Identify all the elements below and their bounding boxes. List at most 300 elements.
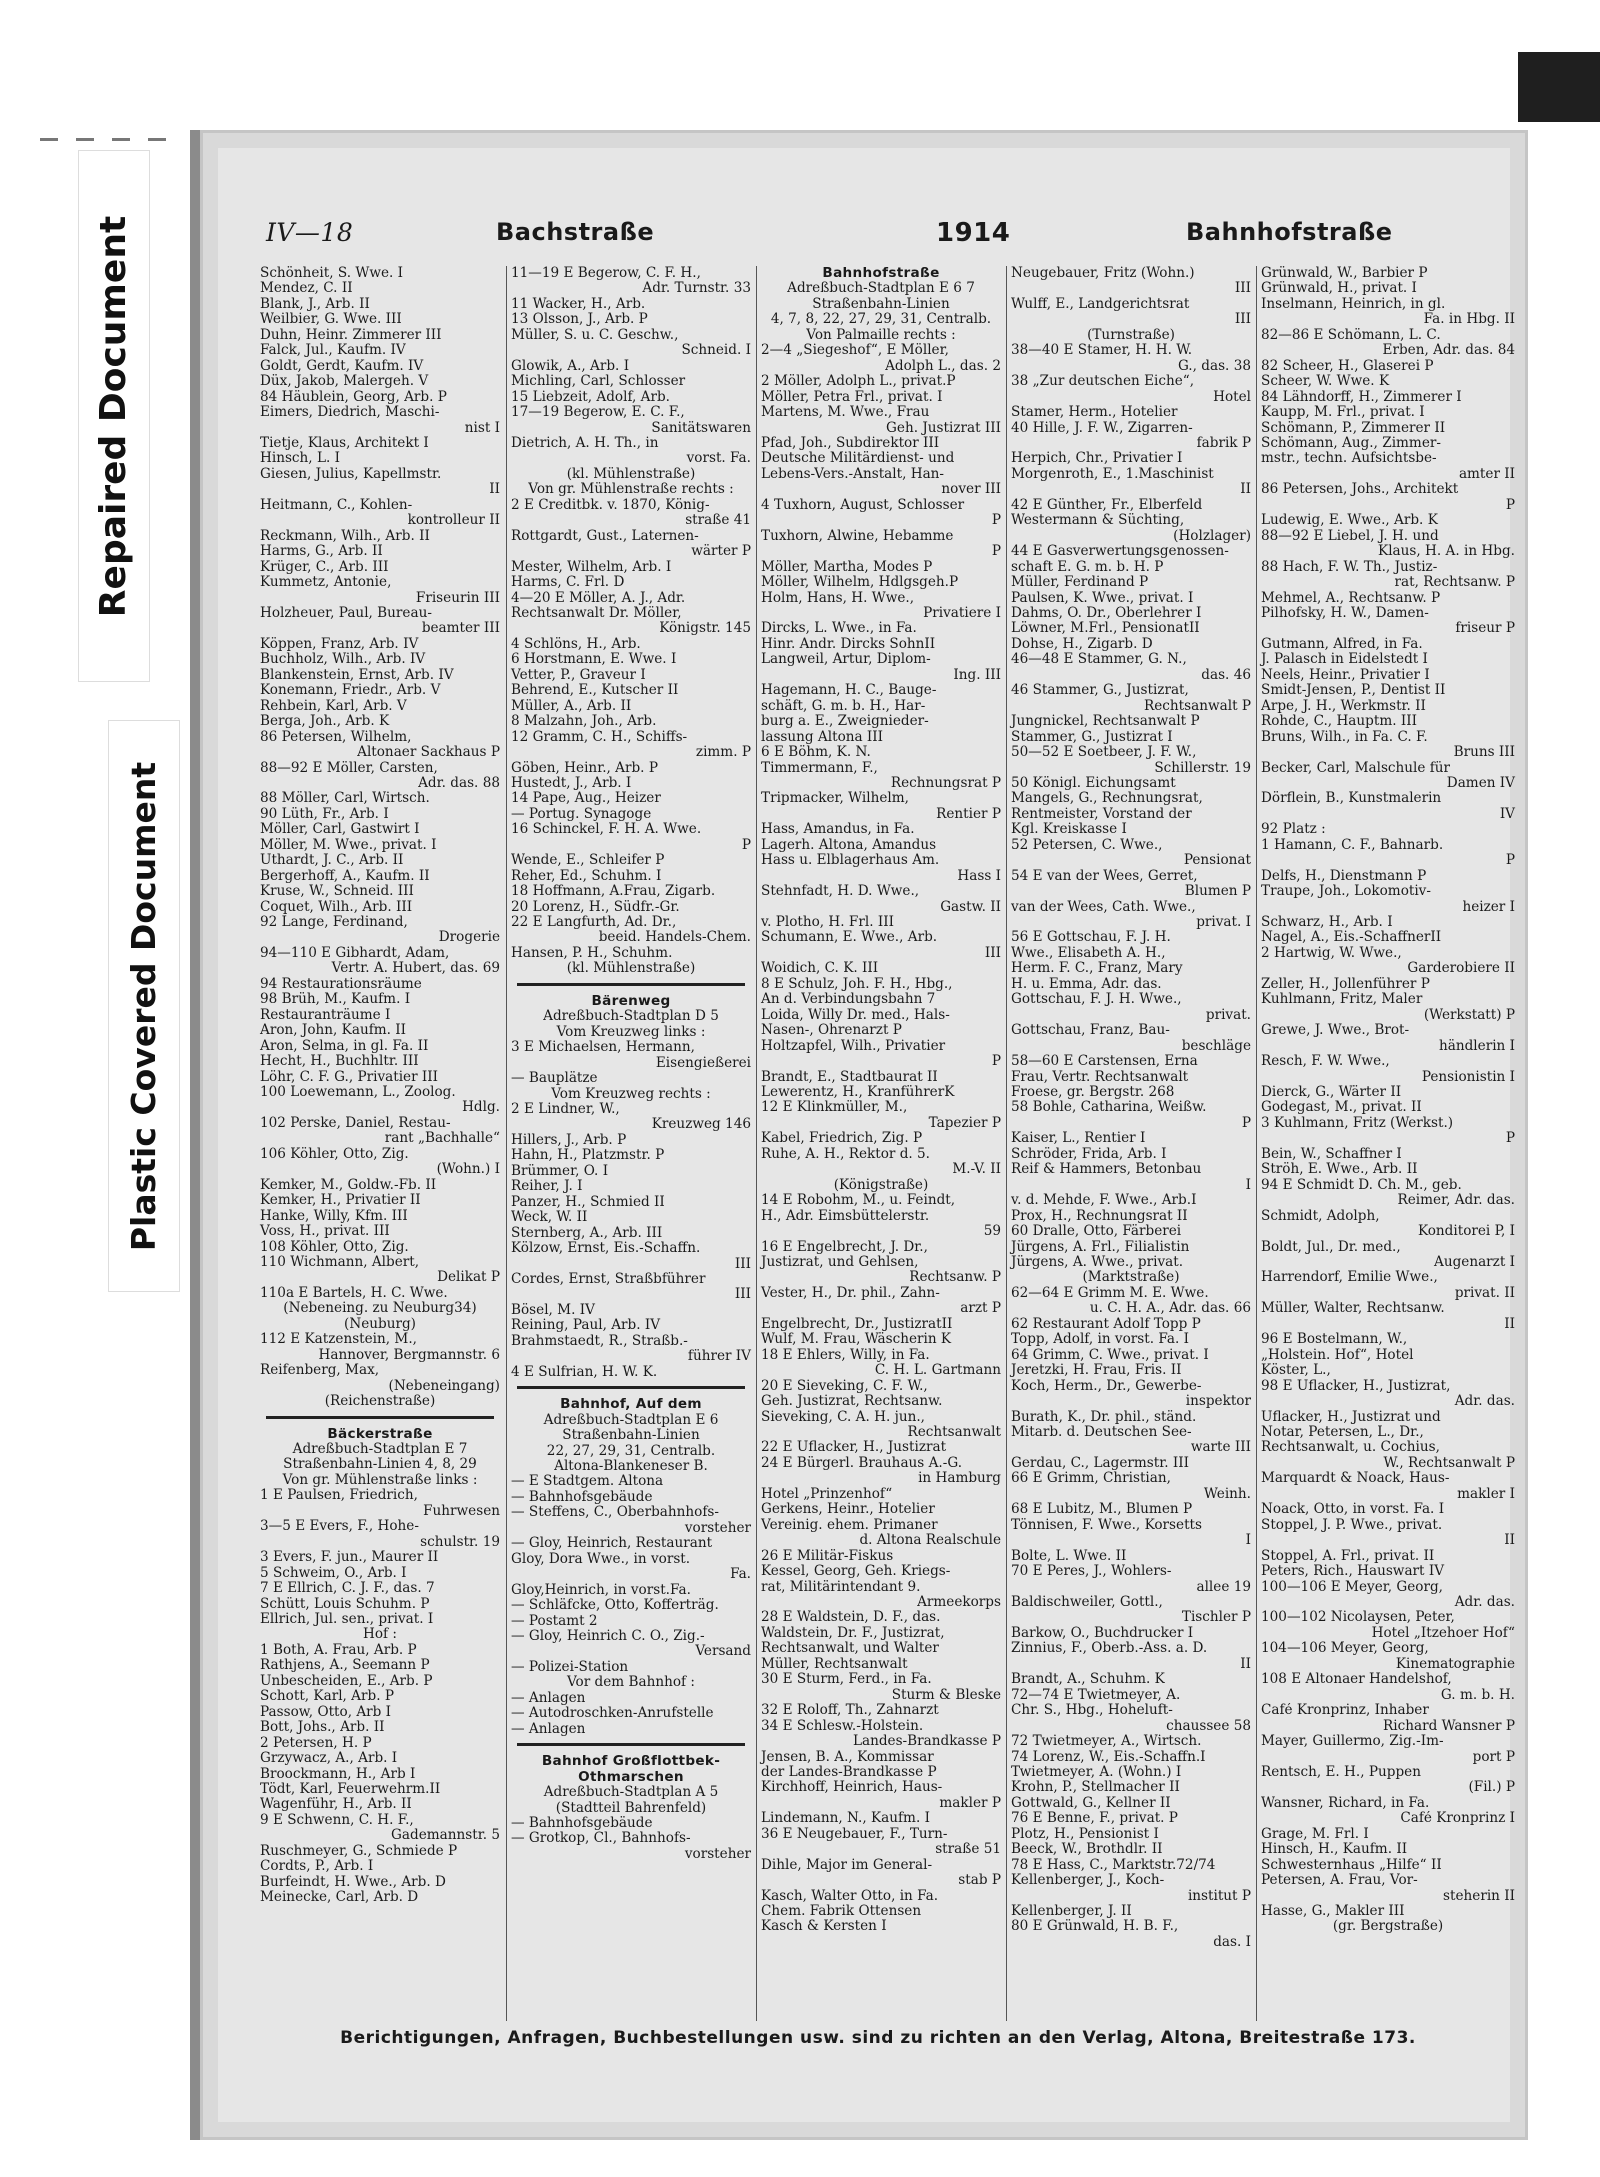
directory-line: 11—19 E Begerow, C. F. H., — [511, 266, 701, 281]
directory-line: Adr. das. — [1454, 1594, 1515, 1610]
directory-line: Dörflein, B., Kunstmalerin — [1261, 791, 1442, 807]
directory-line: Ruschmeyer, G., Schmiede P — [260, 1843, 458, 1859]
directory-line: Chr. S., Hbg., Hoheluft- — [1011, 1703, 1173, 1719]
directory-line: 100—106 E Meyer, Georg, — [1261, 1579, 1443, 1595]
directory-line: Müller, S. u. C. Geschw., — [511, 327, 679, 343]
directory-line: kontrolleur II — [407, 513, 500, 529]
directory-line: 98 Brüh, M., Kaufm. I — [260, 992, 411, 1008]
directory-line: Hustedt, J., Arb. I — [511, 775, 632, 791]
directory-line: Kölzow, Ernst, Eis.-Schaffn. — [511, 1241, 701, 1257]
directory-line: 3 E Michaelsen, Hermann, — [511, 1040, 695, 1056]
directory-line: — Portug. Synagoge — [511, 806, 652, 822]
directory-line: 88 Möller, Carl, Wirtsch. — [260, 791, 430, 807]
directory-line: Hdlg. — [462, 1100, 500, 1116]
directory-line: Pensionistin I — [1421, 1069, 1515, 1085]
directory-line: makler P — [939, 1795, 1001, 1811]
directory-line: 15 Liebzeit, Adolf, Arb. — [511, 389, 670, 405]
directory-line: — Grotkop, Cl., Bahnhofs- — [511, 1831, 691, 1847]
directory-line: Geh. Justizrat, Rechtsanw. — [761, 1394, 943, 1410]
directory-line: 100 Loewemann, L., Zoolog. — [260, 1085, 456, 1101]
directory-line: Gerdau, C., Lagermstr. III — [1011, 1455, 1189, 1471]
directory-line: Möller, M. Wwe., privat. I — [260, 837, 437, 853]
directory-line: Arpe, J. H., Werkmstr. II — [1261, 698, 1426, 714]
directory-line: II — [1504, 1533, 1515, 1549]
directory-line: Delikat P — [437, 1270, 500, 1286]
directory-line: Rechtsanw. P — [909, 1270, 1001, 1286]
directory-column-4 — [1006, 266, 1255, 2021]
directory-line: Aron, John, Kaufm. II — [260, 1023, 407, 1039]
directory-line: 98 E Uflacker, H., Justizrat, — [1261, 1378, 1451, 1394]
directory-line: 36 E Neugebauer, F., Turn- — [761, 1826, 948, 1842]
directory-line: 8 E Schulz, Joh. F. H., Hbg., — [761, 976, 953, 992]
directory-line: wärter P — [691, 544, 751, 560]
directory-line: Zinnius, F., Oberb.-Ass. a. D. — [1011, 1641, 1208, 1657]
directory-line: 1 Both, A. Frau, Arb. P — [260, 1642, 417, 1658]
directory-line: Ludewig, E. Wwe., Arb. K — [1261, 513, 1438, 529]
directory-line: Wansner, Richard, in Fa. — [1261, 1795, 1430, 1811]
directory-line: Schneid. I — [681, 343, 751, 359]
directory-line: 12 E Klinkmüller, M., — [761, 1100, 908, 1116]
directory-line: Mendez, C. II — [260, 281, 353, 297]
directory-line: — E Stadtgem. Altona — [511, 1474, 664, 1490]
directory-line: Löhr, C. F. G., Privatier III — [260, 1069, 439, 1085]
directory-line: P — [991, 544, 1001, 560]
directory-line: Cordts, P., Arb. I — [260, 1859, 374, 1875]
directory-line: Straßenbahn-Linien — [562, 1428, 700, 1444]
directory-line: Kgl. Kreiskasse I — [1011, 822, 1127, 838]
directory-line: I — [1245, 1177, 1251, 1193]
directory-line: Petersen, A. Frau, Vor- — [1261, 1873, 1418, 1889]
directory-line: Blumen P — [1184, 884, 1251, 900]
directory-line: Pilhofsky, H. W., Damen- — [1261, 605, 1429, 621]
directory-line: Brandt, E., Stadtbaurat II — [761, 1069, 938, 1085]
directory-line: Schwarz, H., Arb. I — [1261, 915, 1393, 931]
directory-line: Rechnungsrat P — [890, 775, 1001, 791]
directory-line: Klaus, H. A. in Hbg. — [1378, 544, 1515, 560]
directory-line: Schütt, Louis Schuhm. P — [260, 1596, 430, 1612]
directory-columns — [256, 266, 1518, 2021]
street-section-title: Bahnhofstraße — [822, 266, 940, 281]
directory-line: III — [734, 1287, 751, 1303]
directory-line: Fa. in Hbg. II — [1423, 312, 1515, 328]
directory-line: privat. — [1205, 1007, 1251, 1023]
directory-line: Rathjens, A., Seemann P — [260, 1658, 430, 1674]
directory-line: vorsteher — [684, 1846, 751, 1862]
directory-line: 1 Hamann, C. F., Bahnarb. — [1261, 837, 1444, 853]
directory-line: Godegast, M., privat. II — [1261, 1100, 1422, 1116]
directory-line: Rehbein, Karl, Arb. V — [260, 698, 407, 714]
plastic-covered-label — [108, 720, 180, 1292]
directory-line: Hass u. Elblagerhaus Am. — [761, 853, 940, 869]
directory-line: P — [741, 837, 751, 853]
directory-line: straße 51 — [935, 1842, 1001, 1858]
directory-line: Grzywacz, A., Arb. I — [260, 1751, 398, 1767]
directory-line: Plotz, H., Pensionist I — [1011, 1826, 1159, 1842]
directory-line: stab P — [958, 1873, 1001, 1889]
directory-line: Krüger, C., Arb. III — [260, 559, 389, 575]
directory-line: Neels, Heinr., Privatier I — [1261, 667, 1430, 683]
directory-line: Jürgens, A. Frl., Filialistin — [1011, 1239, 1190, 1255]
directory-line: III — [1234, 281, 1251, 297]
directory-line: 6 Horstmann, E. Wwe. I — [511, 652, 677, 668]
directory-line: Wwe., Elisabeth A. H., — [1011, 945, 1166, 961]
directory-line: Reiher, J. I — [511, 1179, 583, 1195]
directory-line: Tuxhorn, Alwine, Hebamme — [761, 528, 954, 544]
directory-line: Stammer, G., Justizrat I — [1011, 729, 1173, 745]
directory-line: 86 Petersen, Wilhelm, — [260, 729, 412, 745]
directory-line: Reckmann, Wilh., Arb. II — [260, 528, 430, 544]
directory-line: Westermann & Süchting, — [1011, 513, 1185, 529]
directory-line: 13 Olsson, J., Arb. P — [511, 312, 648, 328]
directory-line: Hof : — [363, 1627, 397, 1643]
directory-line: — Bahnhofsgebäude — [511, 1815, 653, 1831]
directory-line: Kellenberger, J. II — [1011, 1904, 1132, 1920]
directory-line: Müller, Rechtsanwalt — [761, 1656, 908, 1672]
directory-line: — Autodroschken-Anrufstelle — [511, 1706, 714, 1722]
directory-line: Burfeindt, H. Wwe., Arb. D — [260, 1874, 446, 1890]
directory-line: 17—19 Begerow, E. C. F., — [511, 405, 685, 421]
directory-line: Becker, Carl, Malschule für — [1261, 760, 1451, 776]
directory-line: (Stadtteil Bahrenfeld) — [555, 1800, 707, 1816]
directory-line: Lewerentz, H., KranführerK — [761, 1085, 955, 1101]
directory-line: lassung Altona III — [761, 729, 884, 745]
directory-line: Morgenroth, E., 1.Maschinist — [1011, 466, 1214, 482]
directory-line: 38 „Zur deutschen Eiche“, — [1011, 374, 1195, 390]
directory-line: 92 Lange, Ferdinand, — [260, 915, 408, 931]
directory-line: Kreuzweg 146 — [651, 1117, 751, 1133]
directory-line: Dahms, O. Dr., Oberlehrer I — [1011, 605, 1202, 621]
page-number: IV—18 — [266, 218, 354, 247]
directory-line: III — [1234, 312, 1251, 328]
directory-line: M.-V. II — [952, 1162, 1001, 1178]
directory-line: Königstr. 145 — [659, 621, 751, 637]
directory-line: 112 E Katzenstein, M., — [260, 1332, 417, 1348]
directory-line: Hanke, Willy, Kfm. III — [260, 1208, 408, 1224]
directory-line: heizer I — [1462, 899, 1515, 915]
directory-line: Voss, H., privat. III — [260, 1224, 390, 1240]
directory-line: 72—74 E Twietmeyer, A. — [1011, 1687, 1181, 1703]
directory-line: — Anlagen — [511, 1721, 586, 1737]
directory-line: Kruse, W., Schneid. III — [260, 884, 414, 900]
directory-line: 3—5 E Evers, F., Hohe- — [260, 1519, 419, 1535]
directory-line: Smidt-Jensen, P., Dentist II — [1261, 683, 1446, 699]
directory-line: warte III — [1190, 1440, 1251, 1456]
directory-line: privat. I — [1196, 915, 1251, 931]
directory-line: Von gr. Mühlenstraße links : — [282, 1472, 478, 1488]
directory-line: 94 E Schmidt D. Ch. M., geb. — [1261, 1177, 1462, 1193]
directory-line: 3 Kuhlmann, Fritz (Werkst.) — [1261, 1115, 1454, 1131]
directory-line: Kabel, Friedrich, Zig. P — [761, 1131, 923, 1147]
directory-line: 16 E Engelbrecht, J. Dr., — [761, 1239, 928, 1255]
directory-line: Tönnisen, F. Wwe., Korsetts — [1011, 1517, 1202, 1533]
directory-line: Mester, Wilhelm, Arb. I — [511, 559, 672, 575]
directory-line: Kaiser, L., Rentier I — [1011, 1131, 1146, 1147]
directory-line: Rentier P — [936, 806, 1001, 822]
directory-line: Drogerie — [438, 930, 500, 946]
directory-line: Hass, Amandus, in Fa. — [761, 822, 915, 838]
directory-line: Justizrat, und Gehlsen, — [761, 1255, 919, 1270]
directory-line: Schönheit, S. Wwe. I — [260, 266, 404, 281]
directory-line: Vetter, P., Graveur I — [511, 667, 646, 683]
directory-line: Passow, Otto, Arb I — [260, 1704, 392, 1720]
repaired-document-text: Repaired Document — [93, 215, 135, 617]
directory-line: 2—4 „Siegeshof“, E Möller, — [761, 343, 949, 359]
directory-line: Traupe, Joh., Lokomotiv- — [1261, 884, 1431, 900]
directory-line: Holm, Hans, H. Wwe., — [761, 590, 915, 606]
directory-line: Schömann, Aug., Zimmer- — [1261, 435, 1441, 451]
directory-line: 76 E Benne, F., privat. P — [1011, 1811, 1178, 1827]
directory-line: Schillerstr. 19 — [1154, 760, 1251, 776]
directory-line: Engelbrecht, Dr., JustizratII — [761, 1316, 953, 1332]
directory-line: 4, 7, 8, 22, 27, 29, 31, Centralb. — [770, 312, 992, 328]
directory-line: — Anlagen — [511, 1690, 586, 1706]
directory-line: chaussee 58 — [1166, 1718, 1251, 1734]
directory-line: 108 E Altonaer Handelshof, — [1261, 1672, 1452, 1688]
plastic-covered-text: Plastic Covered Document — [124, 761, 164, 1251]
directory-line: Ellrich, Jul. sen., privat. I — [260, 1611, 434, 1627]
directory-line: Nagel, A., Eis.-SchaffnerII — [1261, 930, 1442, 946]
directory-line: Tietje, Klaus, Architekt I — [260, 435, 429, 451]
directory-line: 54 E van der Wees, Gerret, — [1011, 868, 1198, 884]
directory-line: Rentsch, E. H., Puppen — [1261, 1764, 1421, 1780]
directory-line: Reimer, Adr. das. — [1397, 1193, 1515, 1209]
directory-line: 104—106 Meyer, Georg, — [1261, 1641, 1429, 1657]
directory-line: führer IV — [687, 1349, 751, 1365]
street-section-title: Bahnhof, Auf dem — [560, 1397, 702, 1413]
directory-line: 92 Platz : — [1261, 822, 1326, 838]
directory-line: Straßenbahn-Linien — [812, 296, 950, 312]
directory-line: Grage, M. Frl. I — [1261, 1826, 1369, 1842]
directory-line: Gastw. II — [940, 899, 1001, 915]
directory-line: (Reichenstraße) — [324, 1394, 436, 1410]
directory-line: Sturm & Bleske — [891, 1687, 1001, 1703]
directory-line: Göben, Heinr., Arb. P — [511, 760, 658, 776]
directory-line: 84 Lähndorff, H., Zimmerer I — [1261, 389, 1462, 405]
directory-line: Straßenbahn-Linien 4, 8, 29 — [283, 1457, 477, 1473]
directory-line: in Hamburg — [918, 1471, 1001, 1487]
directory-line: III — [734, 1256, 751, 1272]
directory-line: rat, Rechtsanw. P — [1394, 575, 1515, 591]
directory-line: 9 E Schwenn, C. H. F., — [260, 1812, 414, 1828]
directory-line: Berga, Joh., Arb. K — [260, 714, 390, 730]
directory-line: 110a E Bartels, H. C. Wwe. — [260, 1285, 448, 1301]
directory-line: Altona-Blankeneser B. — [554, 1458, 708, 1474]
directory-line: — Postamt 2 — [511, 1613, 598, 1629]
directory-line: Müller, A., Arb. II — [511, 698, 632, 714]
directory-line: Köster, L., — [1261, 1363, 1331, 1379]
directory-line: (Werkstatt) P — [1423, 1007, 1515, 1023]
directory-line: Holzheuer, Paul, Bureau- — [260, 605, 432, 621]
directory-line: 110 Wichmann, Albert, — [260, 1255, 420, 1270]
directory-line: Brahmstaedt, R., Straßb.- — [511, 1333, 688, 1349]
directory-line: 4 Tuxhorn, August, Schlosser — [761, 497, 965, 513]
directory-line: Tischler P — [1181, 1610, 1251, 1626]
directory-line: 64 Grimm, C. Wwe., privat. I — [1011, 1347, 1209, 1363]
directory-line: Gloy, Dora Wwe., in vorst. — [511, 1551, 691, 1567]
directory-line: schaft E. G. m. b. H. P — [1011, 559, 1164, 575]
directory-line: 88—92 E Möller, Carsten, — [260, 760, 438, 776]
directory-line: Löwner, M.Frl., PensionatII — [1011, 621, 1200, 637]
directory-line: amter II — [1458, 466, 1515, 482]
directory-line: port P — [1472, 1749, 1515, 1765]
directory-line: Gottschau, Franz, Bau- — [1011, 1023, 1170, 1039]
directory-line: Hinsch, H., Kaufm. II — [1261, 1842, 1408, 1858]
directory-line: Konemann, Friedr., Arb. V — [260, 683, 441, 699]
directory-line: Reher, Ed., Schuhm. I — [511, 868, 662, 884]
directory-line: 72 Twietmeyer, A., Wirtsch. — [1011, 1734, 1202, 1750]
directory-line: Rechtsanwalt P — [1144, 698, 1251, 714]
directory-line: Paulsen, K. Wwe., privat. I — [1011, 590, 1194, 606]
directory-line: Rechtsanwalt, u. Cochius, — [1261, 1440, 1440, 1456]
directory-line: Dircks, L. Wwe., in Fa. — [761, 621, 917, 637]
directory-line: 28 E Waldstein, D. F., das. — [761, 1610, 941, 1626]
directory-line: zimm. P — [695, 745, 751, 761]
directory-line: Deutsche Militärdienst- und — [761, 451, 955, 467]
directory-line: Bein, W., Schaffner I — [1261, 1146, 1402, 1162]
directory-line: Tödt, Karl, Feuerwehrm.II — [260, 1781, 441, 1797]
directory-line: Bösel, M. IV — [511, 1302, 595, 1318]
directory-line: Wulff, E., Landgerichtsrat — [1011, 296, 1190, 312]
directory-line: Harms, G., Arb. II — [260, 544, 383, 560]
directory-line: Gademannstr. 5 — [391, 1828, 500, 1844]
directory-line: Delfs, H., Dienstmann P — [1261, 868, 1427, 884]
directory-line: beschläge — [1181, 1038, 1251, 1054]
directory-line: Sternberg, A., Arb. III — [511, 1225, 663, 1241]
directory-line: Ströh, E. Wwe., Arb. II — [1261, 1162, 1418, 1178]
directory-line: Sieveking, C. A. H. jun., — [761, 1409, 925, 1425]
directory-line: Michling, Carl, Schlosser — [511, 374, 686, 390]
directory-line: Kummetz, Antonie, — [260, 575, 392, 591]
directory-line: IV — [1499, 806, 1515, 822]
directory-line: Wulf, M. Frau, Wäscherin K — [761, 1332, 952, 1348]
directory-line: Von gr. Mühlenstraße rechts : — [528, 482, 734, 498]
directory-line: Brandt, A., Schuhm. K — [1011, 1672, 1165, 1688]
directory-line: 22, 27, 29, 31, Centralb. — [546, 1443, 716, 1459]
directory-line: 18 E Ehlers, Willy, in Fa. — [761, 1347, 930, 1363]
directory-line: 7 E Ellrich, C. J. F., das. 7 — [260, 1581, 435, 1597]
directory-line: 66 E Grimm, Christian, — [1011, 1471, 1171, 1487]
directory-line: Beeck, W., Brothdlr. II — [1011, 1842, 1163, 1858]
directory-line: 32 E Roloff, Th., Zahnarzt — [761, 1703, 939, 1719]
directory-line: J. Palasch in Eidelstedt I — [1261, 652, 1428, 668]
directory-line: Adreßbuch-Stadtplan E 7 — [292, 1441, 468, 1457]
directory-line: Bolte, L. Wwe. II — [1011, 1548, 1127, 1564]
directory-line: Herm. F. C., Franz, Mary — [1011, 961, 1183, 977]
directory-line: Lebens-Vers.-Anstalt, Han- — [761, 466, 945, 482]
directory-line: Vester, H., Dr. phil., Zahn- — [761, 1285, 940, 1301]
directory-line: Boldt, Jul., Dr. med., — [1261, 1239, 1401, 1255]
directory-line: Rechtsanwalt, und Walter — [761, 1641, 939, 1657]
directory-line: 86 Petersen, Johs., Architekt — [1261, 482, 1459, 498]
directory-line: 94—110 E Gibhardt, Adam, — [260, 945, 450, 961]
directory-line: Café Kronprinz I — [1400, 1811, 1515, 1827]
directory-line: Kuhlmann, Fritz, Maler — [1261, 992, 1423, 1008]
street-section-title: Bärenweg — [591, 993, 671, 1009]
directory-line: privat. II — [1454, 1285, 1515, 1301]
directory-line: beeid. Handels-Chem. — [598, 930, 751, 946]
directory-line: Duhn, Heinr. Zimmerer III — [260, 327, 442, 343]
directory-line: Kemker, H., Privatier II — [260, 1193, 421, 1209]
directory-line: Bott, Johs., Arb. II — [260, 1720, 385, 1736]
directory-line: Vom Kreuzweg links : — [556, 1024, 706, 1040]
directory-line: v. d. Mehde, F. Wwe., Arb.I — [1011, 1193, 1197, 1209]
directory-line: (Neuburg) — [344, 1316, 416, 1332]
dashed-guide-line — [40, 138, 180, 141]
directory-line: Adr. das. — [1454, 1394, 1515, 1410]
directory-line: Uthardt, J. C., Arb. II — [260, 853, 404, 869]
directory-line: 52 Petersen, C. Wwe., — [1011, 837, 1163, 853]
directory-line: (Wohn.) I — [436, 1162, 500, 1178]
directory-line: 6 E Böhm, K. N. — [761, 745, 871, 761]
directory-line: 12 Gramm, C. H., Schiffs- — [511, 729, 688, 745]
directory-line: 20 Lorenz, H., Südfr.-Gr. — [511, 899, 680, 915]
directory-line: der Landes-Brandkasse P — [761, 1764, 937, 1780]
directory-line: Möller, Carl, Gastwirt I — [260, 822, 420, 838]
directory-line: Falck, Jul., Kaufm. IV — [260, 343, 406, 359]
directory-line: Friseurin III — [415, 590, 500, 606]
directory-line: Cordes, Ernst, Straßbführer — [511, 1272, 706, 1287]
directory-line: Von Palmaille rechts : — [806, 327, 956, 343]
directory-line: Gottschau, F. J. H. Wwe., — [1011, 992, 1182, 1008]
directory-line: 106 Köhler, Otto, Zig. — [260, 1146, 409, 1162]
directory-line: Rottgardt, Gust., Laternen- — [511, 528, 699, 544]
directory-line: 62 Restaurant Adolf Topp P — [1011, 1316, 1201, 1332]
directory-line: Hinsch, L. I — [260, 451, 340, 467]
directory-line: Notar, Petersen, L., Dr., — [1261, 1424, 1424, 1440]
directory-line: Richard Wansner P — [1383, 1718, 1515, 1734]
directory-line: P — [1505, 853, 1515, 869]
directory-line: das. 46 — [1201, 667, 1251, 683]
directory-line: 14 Pape, Aug., Heizer — [511, 791, 661, 807]
directory-line: Restauranträume I — [260, 1007, 391, 1023]
directory-line: 96 E Bostelmann, W., — [1261, 1332, 1408, 1348]
directory-line: Grewe, J. Wwe., Brot- — [1261, 1023, 1410, 1039]
directory-line: Dohse, H., Zigarb. D — [1011, 636, 1153, 652]
directory-line: 4 Schlöns, H., Arb. — [511, 636, 641, 652]
directory-line: Fuhrwesen — [423, 1503, 500, 1519]
directory-line: 78 E Hass, C., Marktstr.72/74 — [1011, 1857, 1216, 1873]
directory-line: Krohn, P., Stellmacher II — [1011, 1780, 1180, 1796]
directory-line: H. u. Emma, Adr. das. — [1011, 976, 1162, 992]
directory-line: — Gloy, Heinrich, Restaurant — [511, 1536, 713, 1552]
directory-line: Barkow, O., Buchdrucker I — [1011, 1625, 1194, 1641]
directory-line: Rohde, C., Hauptm. III — [1261, 714, 1417, 730]
directory-line: Kirchhoff, Heinrich, Haus- — [761, 1780, 943, 1796]
directory-line: Gloy,Heinrich, in vorst.Fa. — [511, 1582, 691, 1598]
directory-line: Adr. Turnstr. 33 — [642, 281, 751, 297]
scanner-shadow — [1518, 52, 1600, 122]
directory-line: Kinematographie — [1395, 1656, 1515, 1672]
directory-line: 2 E Creditbk. v. 1870, König- — [511, 497, 710, 513]
directory-line: Reifenberg, Max, — [260, 1363, 380, 1379]
directory-line: v. Plotho, H. Frl. III — [761, 915, 894, 931]
directory-line: H., Adr. Eimsbüttelerstr. — [761, 1208, 930, 1224]
directory-line: Buchholz, Wilh., Arb. IV — [260, 652, 426, 668]
directory-line: 56 E Gottschau, F. J. H. — [1011, 930, 1171, 946]
directory-line: Möller, Martha, Modes P — [761, 559, 933, 575]
directory-line: Schmidt, Adolph, — [1261, 1208, 1380, 1224]
directory-line: Meinecke, Carl, Arb. D — [260, 1890, 419, 1906]
directory-line: C. H. L. Gartmann — [874, 1363, 1001, 1379]
directory-line: 16 Schinckel, F. H. A. Wwe. — [511, 822, 702, 838]
directory-line: Eimers, Diedrich, Maschi- — [260, 405, 440, 421]
directory-line: Broockmann, H., Arb I — [260, 1766, 416, 1782]
directory-line: 22 E Langfurth, Ad. Dr., — [511, 915, 677, 931]
directory-line: Topp, Adolf, in vorst. Fa. I — [1011, 1332, 1189, 1348]
directory-line: Hotel — [1213, 389, 1251, 405]
directory-line: das. I — [1213, 1934, 1251, 1950]
directory-line: Grünwald, W., Barbier P — [1261, 266, 1428, 281]
